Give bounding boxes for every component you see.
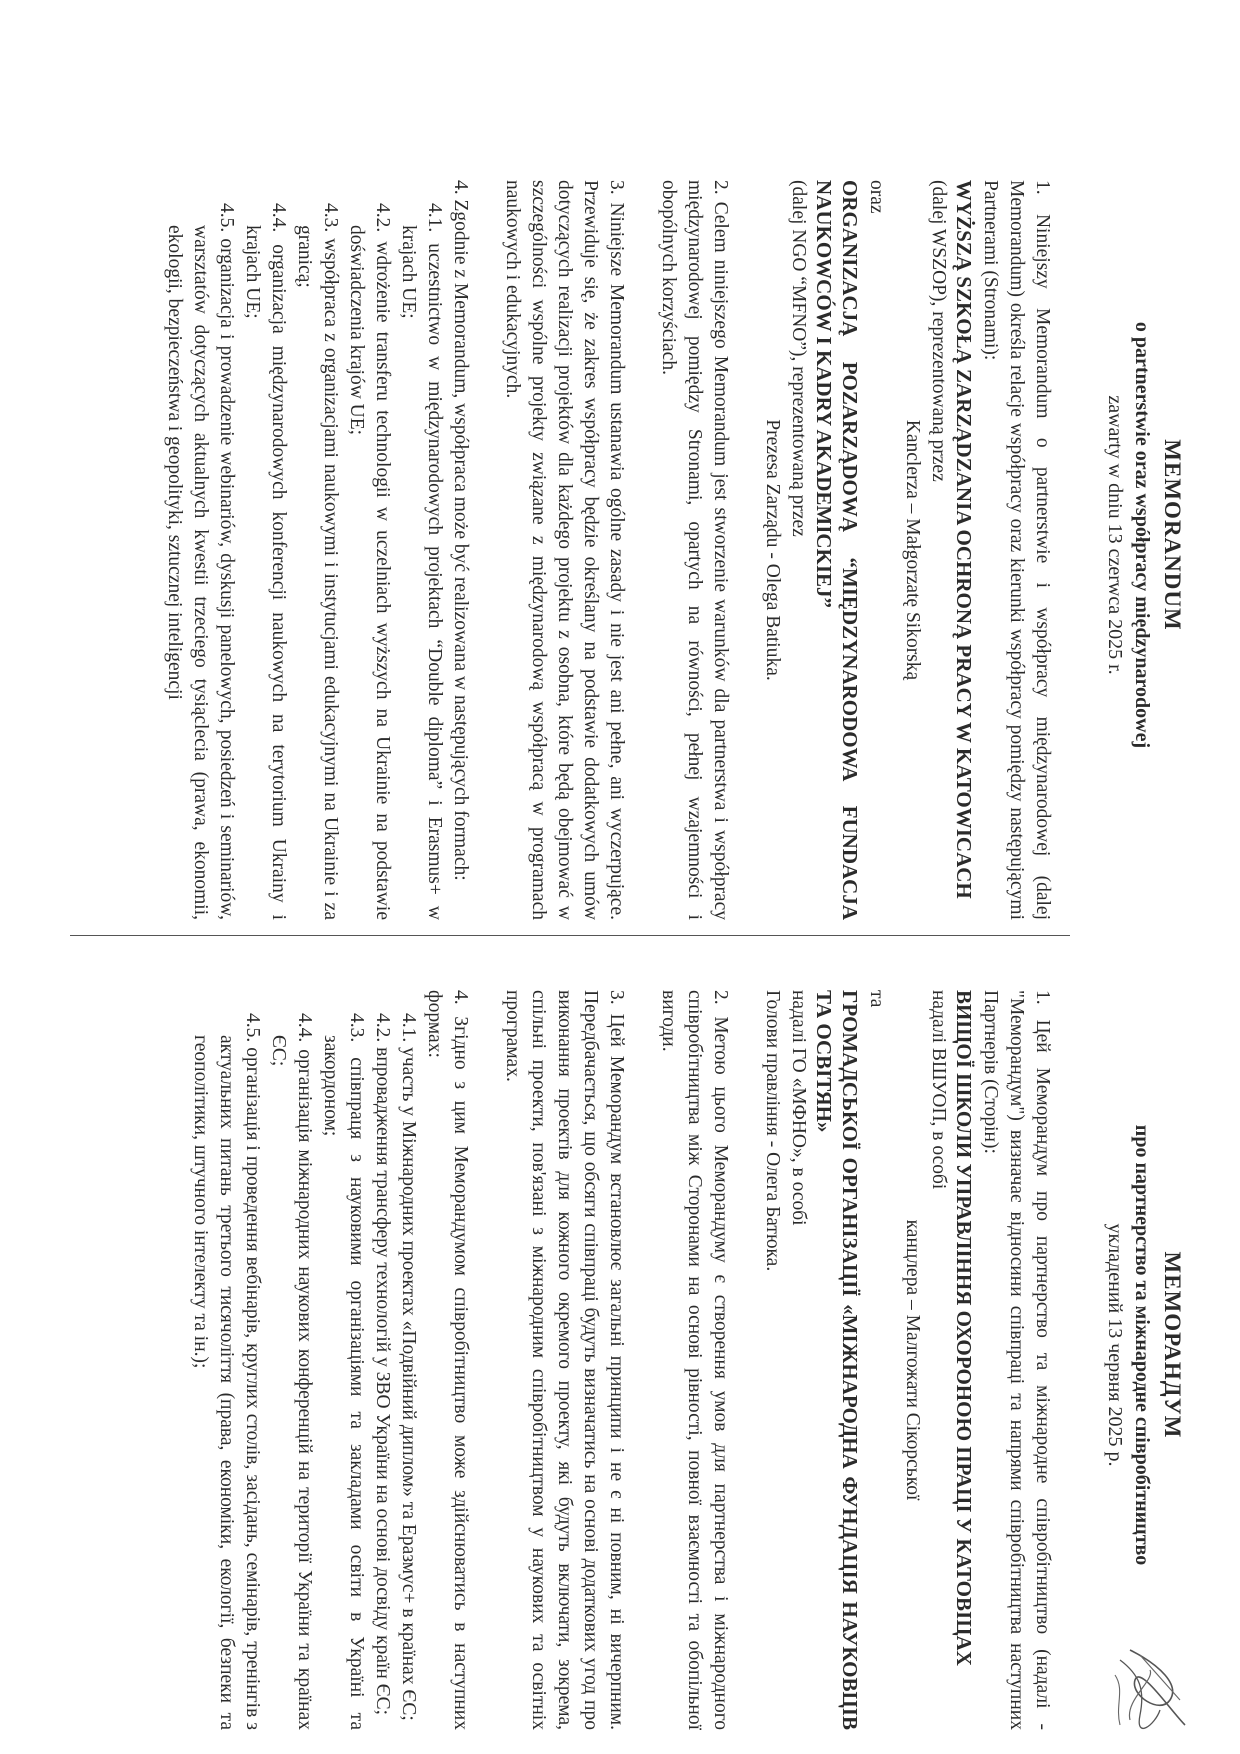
ukrainian-section-2: 2. Метою цього Меморандуму є створення умов для партнерства і міжнародного співробітництва між Сторонами на основі рівності, повної взаємності та обопільної вигоди. (658, 990, 731, 1730)
ukrainian-s4-item: 4.5. організація і проведення вебінарів, круглих столів, засідань, семінарів, тренінгів з актуальних питань третього тисячоліття (права, економіки, екології, безпеки та геополітики, штучного інтелекту та ін.); (190, 1013, 263, 1730)
ukrainian-s4-intro: 4. Згідно з цим Меморандумом співробітництво може здійснюватись в наступних формах: (424, 990, 471, 1730)
ukrainian-s4-item: 4.1. участь у Міжнародних проектах «Подвійний диплом» та Еразмус+ в країнах ЄС; (398, 1013, 419, 1721)
ukrainian-party2-person: Голови правління - Олега Батюка. (762, 990, 783, 1272)
polish-s4-intro: 4. Zgodnie z Memorandum, współpraca może być realizowana w następujących formach: (450, 180, 471, 881)
ukrainian-party1-name: ВИЩОЇ ШКОЛИ УПРАВЛІННЯ ОХОРОНОЮ ПРАЦІ У КАТОВІЦАХ (952, 990, 976, 1666)
ukrainian-title: МЕМОРАНДУМ (1160, 1251, 1185, 1439)
ukrainian-date: укладений 13 червня 2025 р. (1104, 1223, 1126, 1467)
polish-column (0, 150, 1240, 920)
polish-section-2: 2. Celem niniejszego Memorandum jest stworzenie warunków dla partnerstwa i współpracy międzynarodowej pomiędzy Stronami, opartych na równości, pełnej wzajemności i obopólnych korzyściach. (658, 180, 731, 920)
ukrainian-body (161, 990, 1055, 1730)
ukrainian-subtitle: про партнерство та міжнародне співробітництво (1131, 1124, 1153, 1566)
polish-body (135, 180, 1055, 920)
polish-party1-person: Kanclerza – Małgorzatę Sikorską (902, 419, 923, 681)
polish-date: zawarty w dniu 13 czerwca 2025 r. (1104, 395, 1126, 675)
polish-s4-item: 4.3. współpraca z organizacjami naukowymi i instytucjami edukacyjnymi na Ukrainie i za granicą; (294, 203, 341, 920)
polish-party1-name: WYŻSZĄ SZKOŁĄ ZARZĄDZANIA OCHRONĄ PRACY W KATOWICACH (952, 180, 976, 899)
polish-title: MEMORANDUM (1160, 439, 1185, 631)
column-divider (70, 935, 1070, 936)
polish-section-4 (161, 180, 473, 920)
ukrainian-section-3: 3. Цей Меморандум встановлює загальні принципи і не є ні повним, ні вичерпним. Передбачається, що обсяги співпраці будуть визначатись на основі додаткових угод про виконання проектів для кожного окремого проекту, які будуть включати, зокрема, спільні проекти, пов'язані з міжнародним співробітництвом у наукових та освітніх програмах. (502, 990, 627, 1730)
ukrainian-s4-item: 4.3. співпраця з науковими організаціями та закладами освіти в Україні та закордоном; (320, 1013, 367, 1730)
ukrainian-s1-intro: 1. Цей Меморандум про партнерство та міжнародне співробітництво (надалі - "Меморандум") визначає відносини співпраці та напрями співробітництва наступних Партнерів (Сторін): (980, 990, 1053, 1730)
ukrainian-party2-rep: надалі ГО «МФНО», в особі (788, 990, 809, 1226)
polish-party2-rep: (dalej NGO “MFNO”), reprezentowaną przez (788, 180, 809, 537)
handwritten-signature-icon (1105, 1640, 1200, 1735)
ukrainian-party2-name: ГРОМАДСЬКОЇ ОРГАНІЗАЦІЇ «МІЖНАРОДНА ФУНДАЦІЯ НАУКОВЦІВ ТА ОСВІТЯН» (812, 990, 862, 1730)
polish-party1-rep: (dalej WSZOP), reprezentowaną przez (928, 180, 949, 482)
polish-s4-item: 4.5. organizacja i prowadzenie webinariów, dyskusji panelowych, posiedzeń i seminariów, warsztatów dotyczących aktualnych kwestii trzeciego tysiąclecia (prawa, ekonomii, ekologii, bezpieczeństwa i geopolityki, sztucznej inteligencji (164, 203, 237, 920)
polish-s4-item: 4.4. organizacja międzynarodowych konferencji naukowych na terytorium Ukrainy i krajach UE; (242, 203, 289, 920)
polish-section-1 (759, 180, 1055, 920)
polish-section-3: 3. Niniejsze Memorandum ustanawia ogólne zasady i nie jest ani pełne, ani wyczerpujące. Przewiduje się, że zakres współpracy będzie określany na podstawie dodatkowych umów dotyczących realizacji projektów dla każdego projektu z osobna, które będą obejmować w szczególności wspólne projekty związane z międzynarodową współpracą w programach naukowych i edukacyjnych. (502, 180, 627, 920)
ukrainian-s4-item: 4.2. впровадження трансферу технологій у ЗВО України на основі досвіду країн ЄС; (372, 1013, 393, 1716)
polish-subtitle: o partnerstwie oraz współpracy międzynarodowej (1131, 321, 1153, 749)
ukrainian-column (0, 960, 1240, 1730)
polish-s1-intro: 1. Niniejszy Memorandum o partnerstwie i współpracy międzynarodowej (dalej Memorandum) określa relacje współpracy oraz kierunki współpracy pomiędzy następującymi Partnerami (Stronami): (980, 180, 1053, 920)
polish-s4-item: 4.1. uczestnictwo w międzynarodowych projektach “Double diploma” i Erasmus+ w krajach UE; (398, 203, 445, 920)
polish-s4-item: 4.2. wdrożenie transferu technologii w uczelniach wyższych na Ukrainie na podstawie doświadczenia krajów UE; (346, 203, 393, 920)
ukrainian-s4-item: 4.4. організація міжнародних наукових конференцій на території України та країнах ЄС; (268, 1013, 315, 1730)
polish-party2-name: ORGANIZACJĄ POZARZĄDOWĄ “MIĘDZYNARODOWA FUNDACJA NAUKOWCÓW I KADRY AKADEMICKIEJ” (812, 180, 862, 920)
ukrainian-and: та (866, 990, 887, 1008)
polish-party2-person: Prezesa Zarządu - Olega Batiuka. (762, 419, 783, 681)
polish-and: oraz (866, 180, 887, 214)
ukrainian-section-1 (759, 990, 1055, 1730)
ukrainian-party1-rep: надалі ВШУОП, в особі (928, 990, 949, 1190)
ukrainian-section-4 (187, 990, 473, 1730)
ukrainian-party1-person: канцлера – Малгожати Сікорської (902, 1219, 923, 1501)
